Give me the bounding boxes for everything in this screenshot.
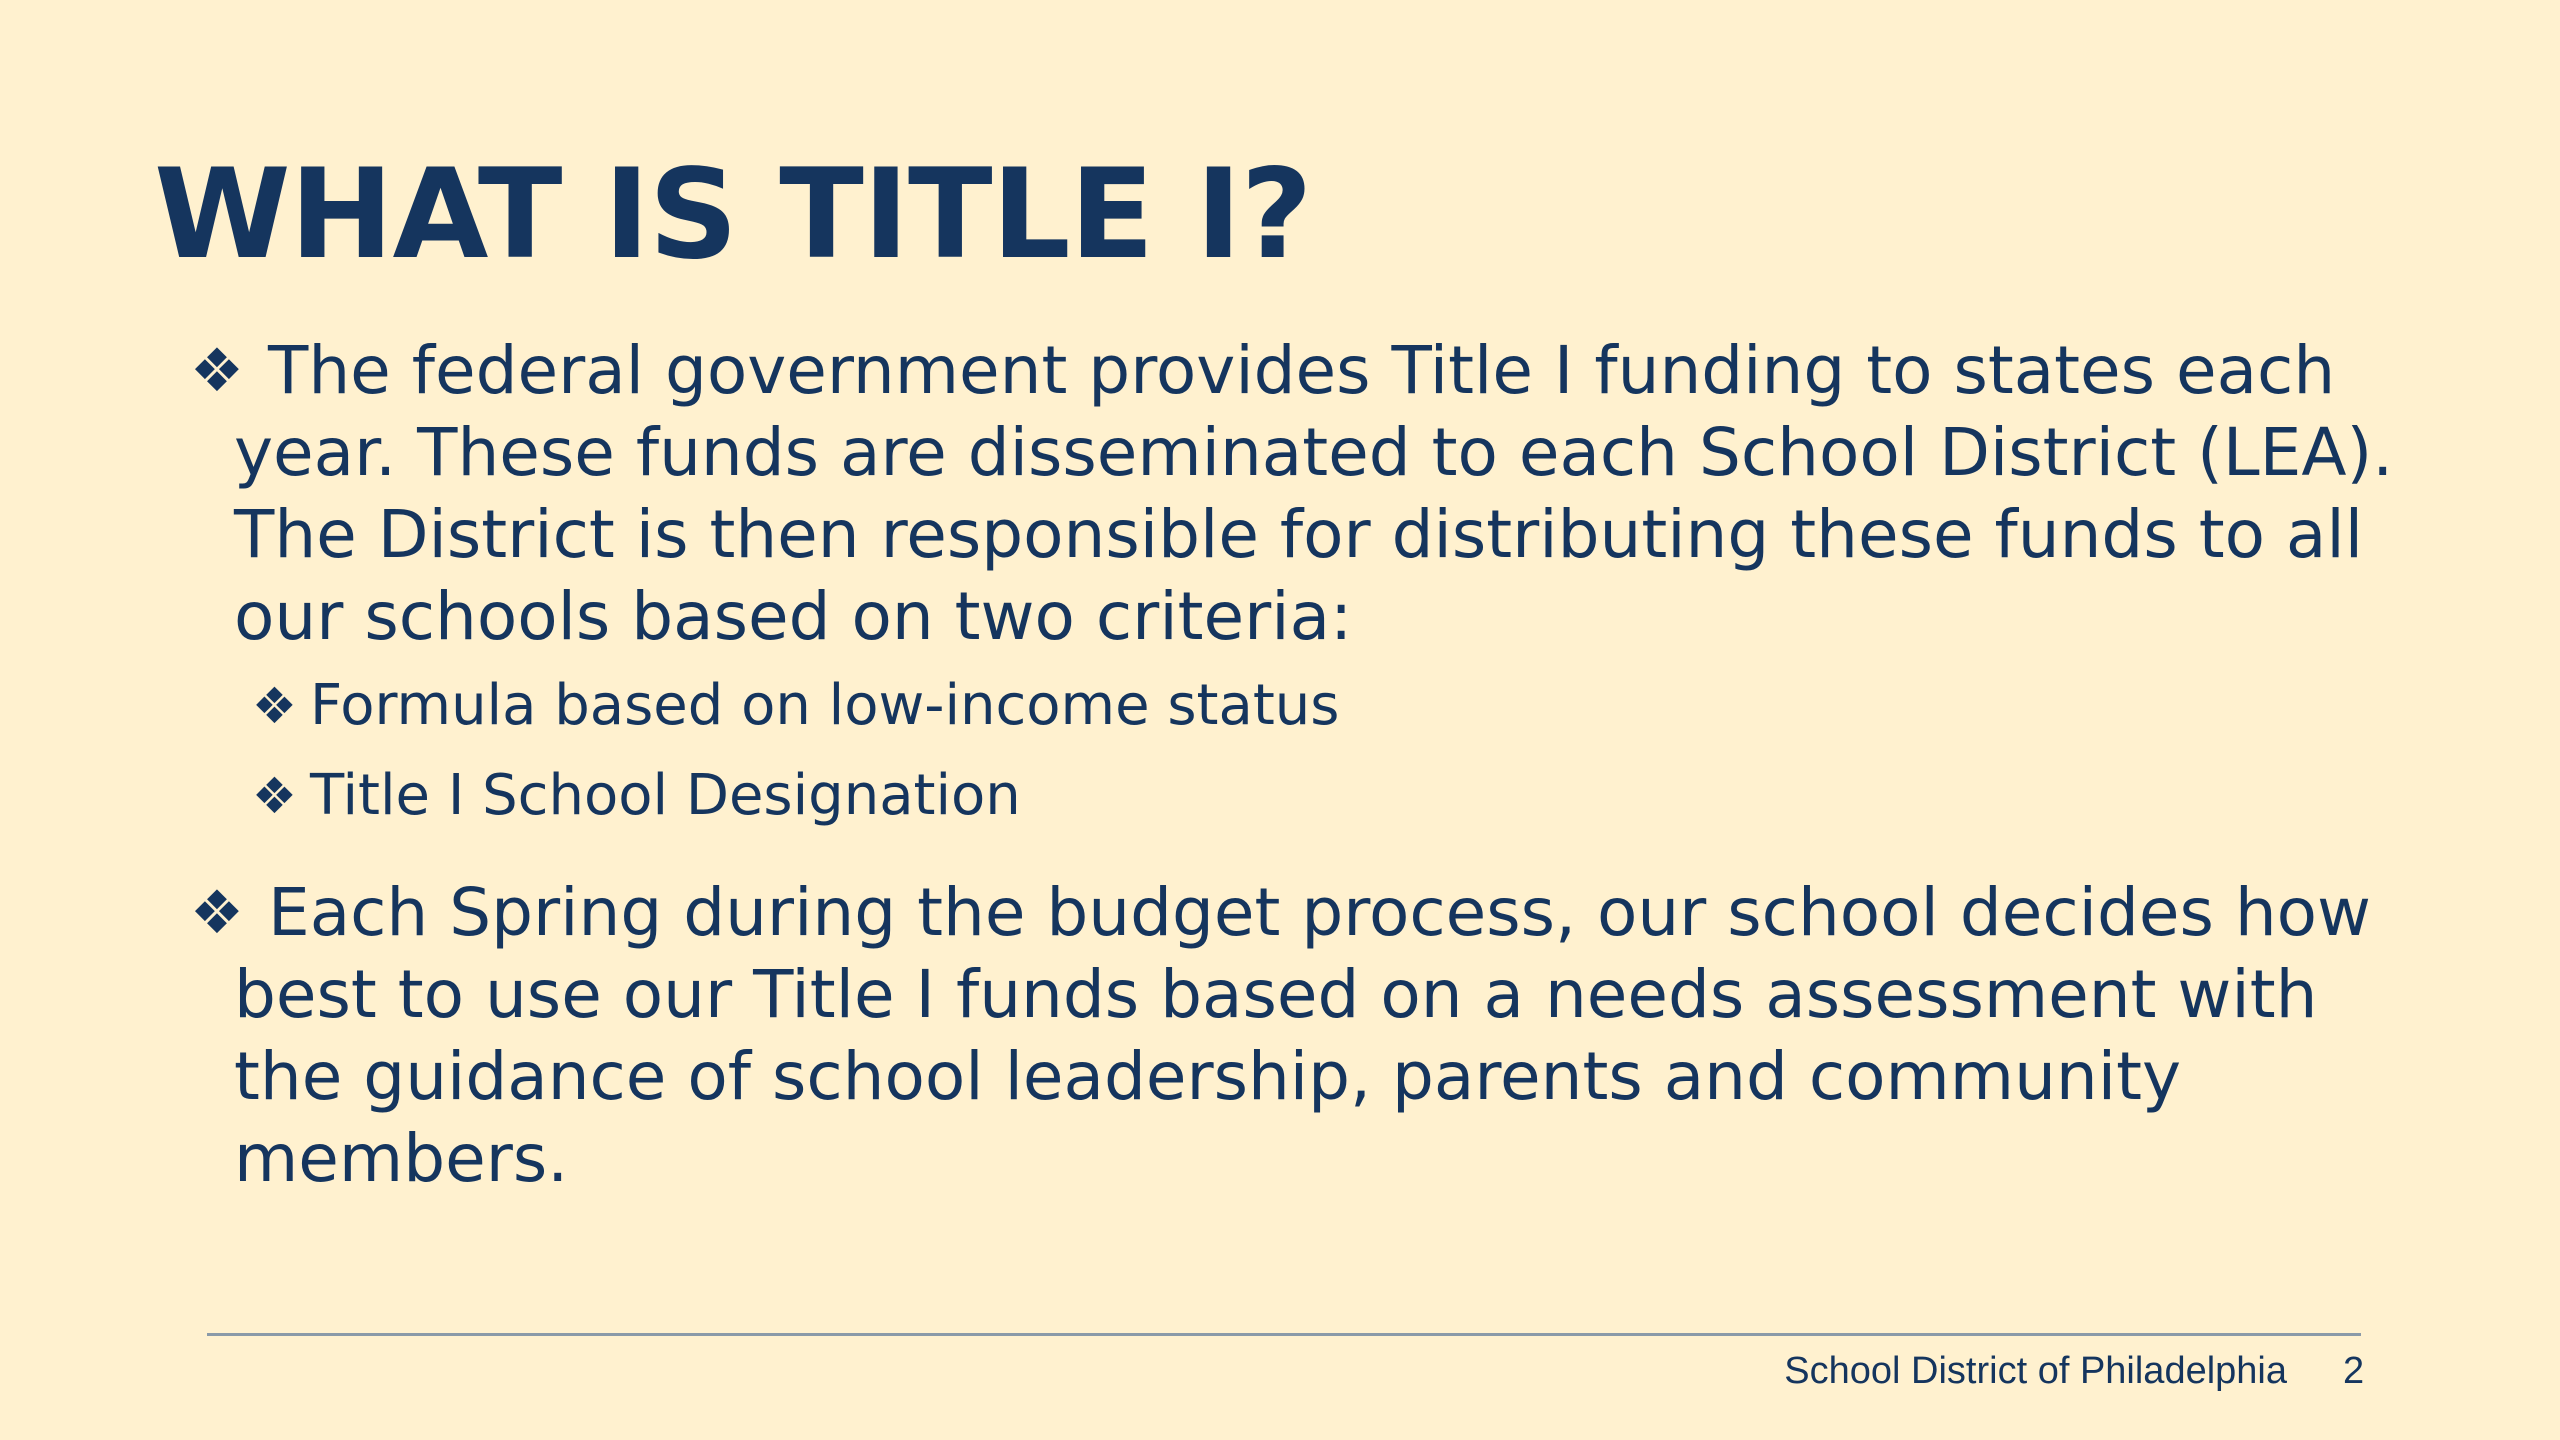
sub-bullet-item: [252, 760, 2430, 832]
diamond-bullet-icon: ❖: [190, 336, 244, 406]
slide-content: [190, 330, 2430, 1200]
page-number: 2: [2343, 1350, 2365, 1392]
slide-title: WHAT IS TITLE I?: [154, 143, 1312, 287]
footer-organization: School District of Philadelphia: [1784, 1350, 2287, 1392]
bullet-item: [190, 872, 2430, 1200]
bullet-text: The federal government provides Title I funding to states each year. These funds are disseminated to each School District (LEA). The District is then responsible for distributing these funds to all our schools based on two criteria:: [234, 332, 2394, 655]
bullet-item: [190, 330, 2430, 658]
diamond-bullet-icon: ❖: [252, 677, 297, 735]
bullet-text: Each Spring during the budget process, our school decides how best to use our Title I funds based on a needs assessment with the guidance of school leadership, parents and community members.: [234, 874, 2372, 1197]
sub-bullet-text: Formula based on low-income status: [310, 673, 1340, 738]
sub-bullet-text: Title I School Designation: [310, 763, 1021, 828]
sub-bullet-item: [252, 670, 2430, 742]
footer-divider: [207, 1333, 2361, 1336]
diamond-bullet-icon: ❖: [190, 878, 244, 948]
diamond-bullet-icon: ❖: [252, 767, 297, 825]
